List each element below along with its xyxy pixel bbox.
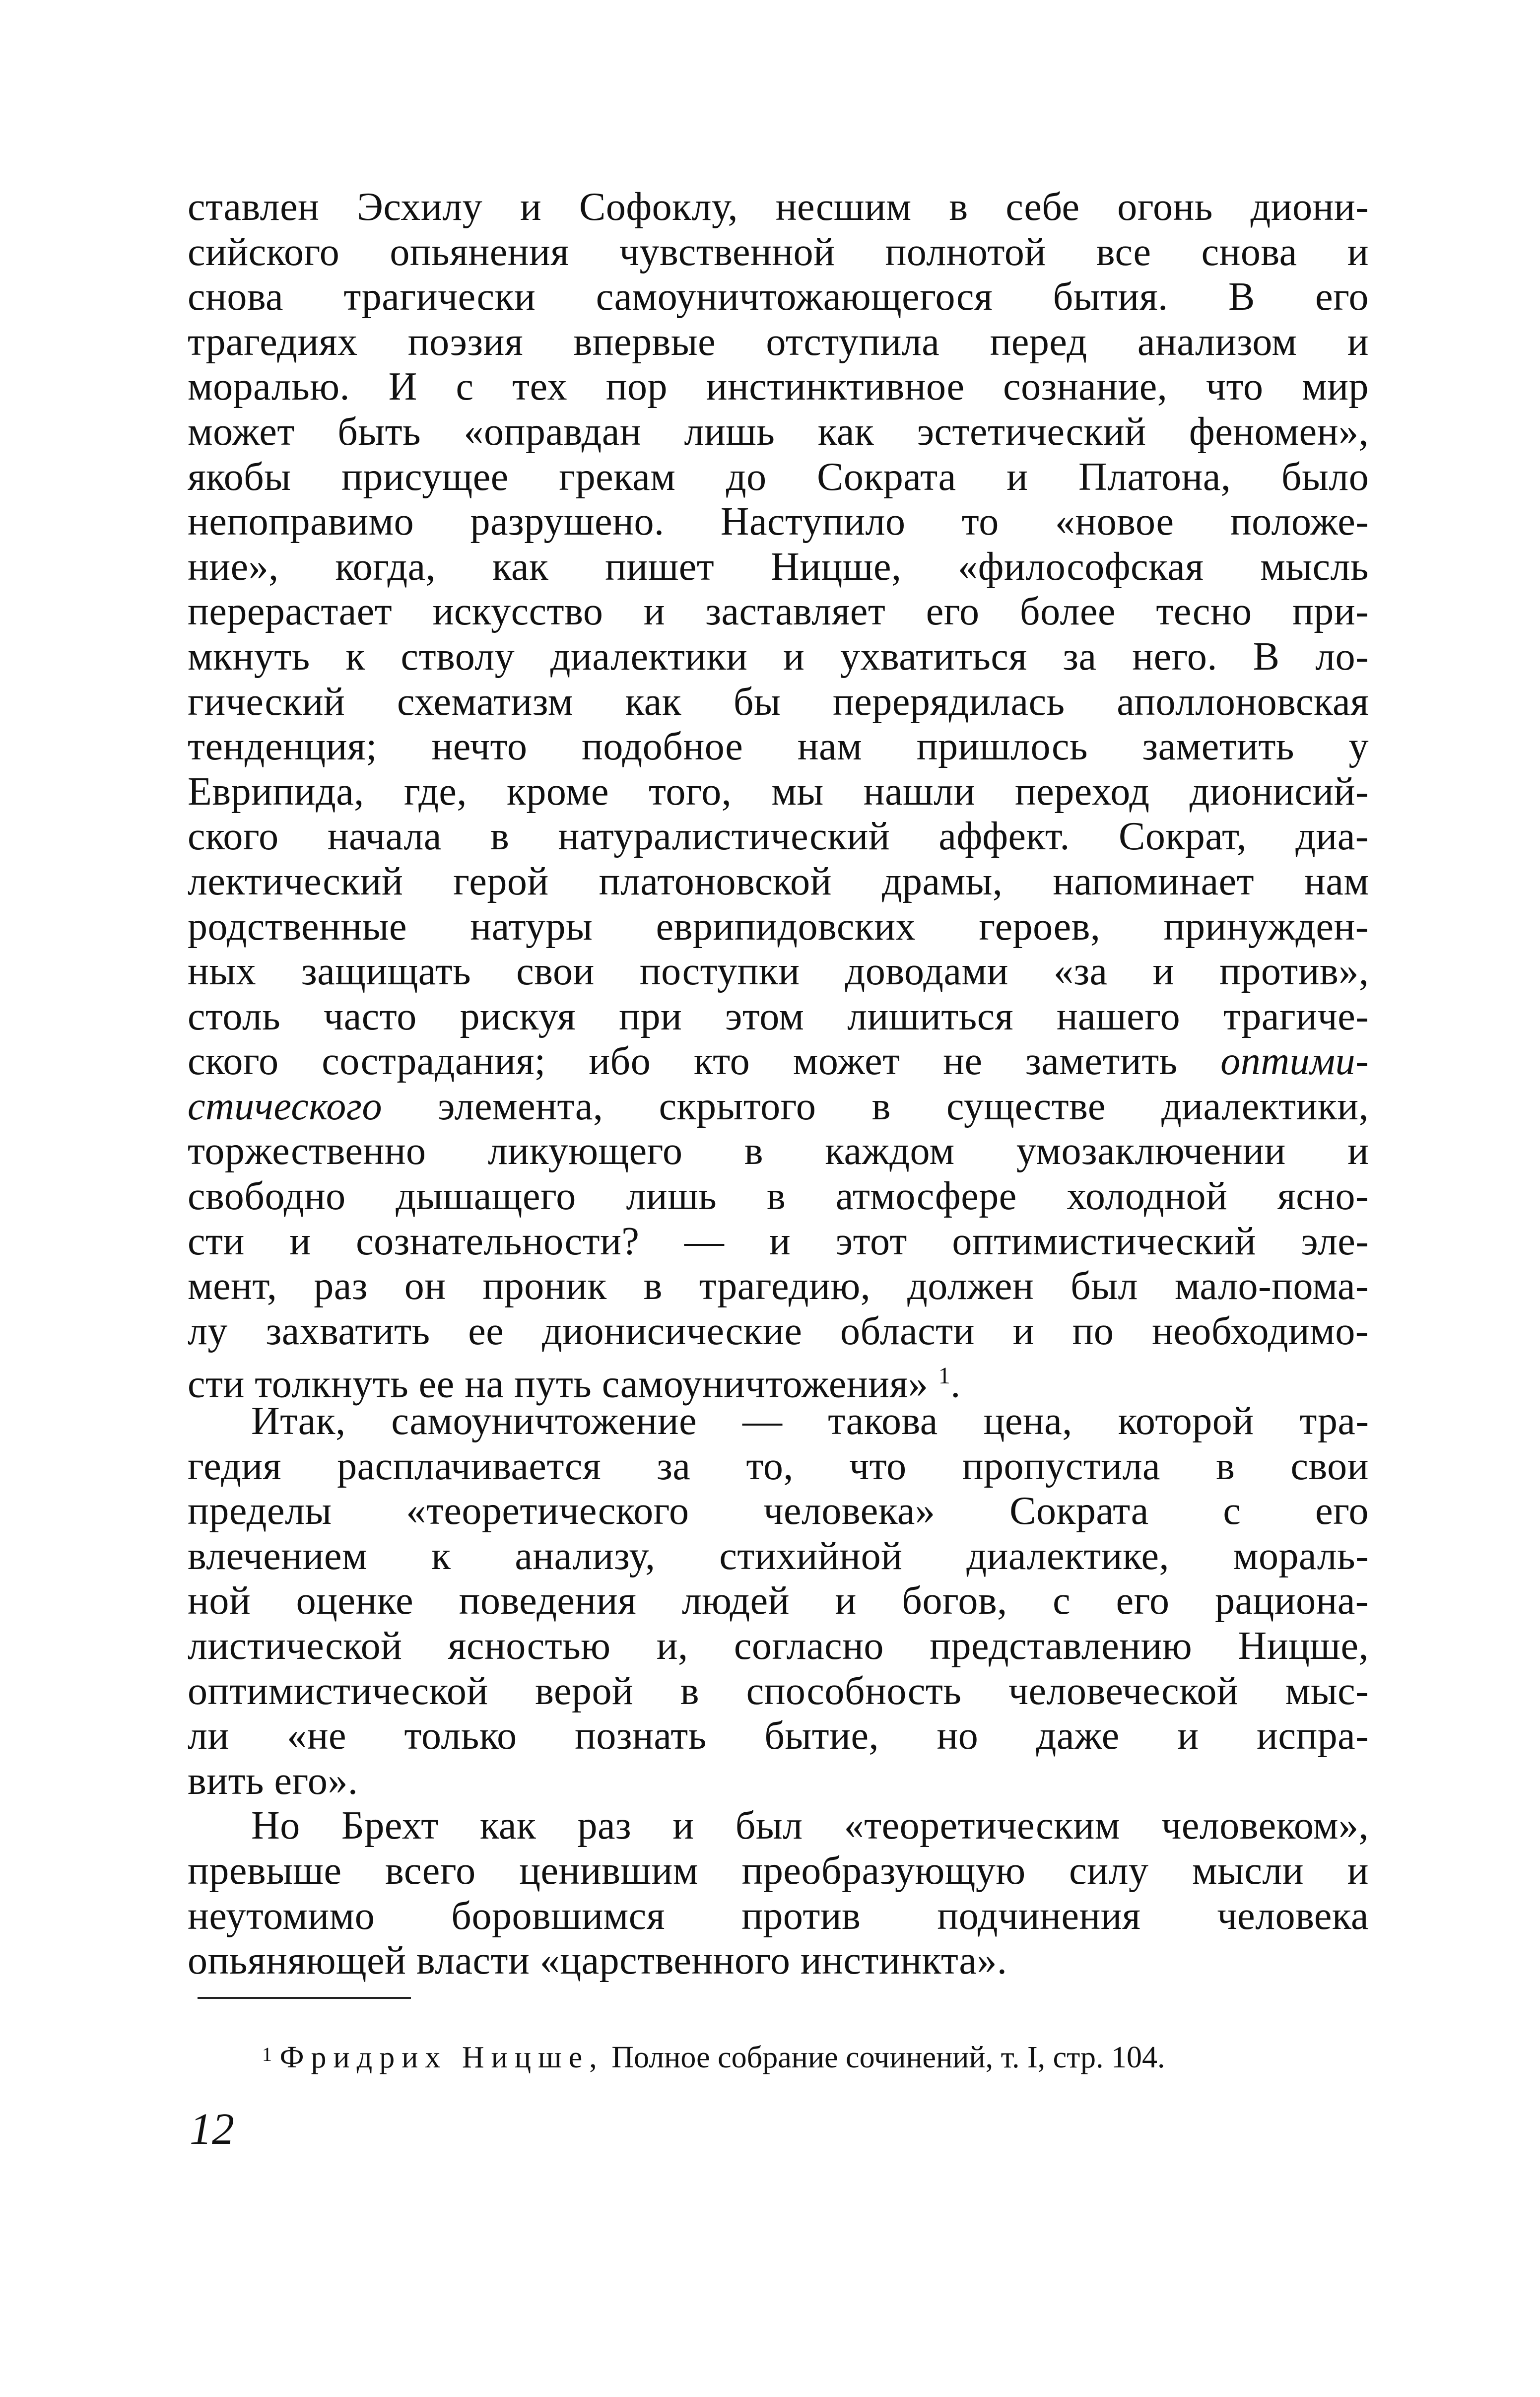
footnote-divider	[198, 1997, 411, 1999]
text-line: лу захватить ее дионисические области и по необходимо-	[188, 1309, 1369, 1353]
text-segment: ского сострадания; ибо кто может не заметить	[188, 1039, 1178, 1084]
text-line-mixed	[188, 1084, 1369, 1129]
footnote-reference: 1	[938, 1363, 951, 1389]
text-line-mixed	[188, 1039, 1369, 1084]
text-line: Но Брехт как раз и был «теоретическим человеком»,	[251, 1804, 1369, 1848]
text-line: неутомимо боровшимся против подчинения человека	[188, 1894, 1369, 1938]
italic-text: стического	[188, 1084, 382, 1128]
text-line: торжественно ликующего в каждом умозаключении и	[188, 1129, 1369, 1173]
text-line-last: вить его».	[188, 1759, 358, 1803]
text-segment: элемента, скрытого в существе диалектики,	[382, 1084, 1369, 1128]
text-line: перерастает искусство и заставляет его более тесно при-	[188, 590, 1369, 634]
page-number: 12	[190, 2105, 234, 2154]
text-line: ние», когда, как пишет Ницше, «философская мысль	[188, 545, 1369, 589]
text-line: ставлен Эсхилу и Софоклу, несшим в себе огонь диони-	[188, 185, 1369, 229]
text-line: сти и сознательности? — и этот оптимистический эле-	[188, 1219, 1369, 1263]
text-line: тенденция; нечто подобное нам пришлось заметить у	[188, 725, 1369, 769]
text-segment: сти толкнуть ее на путь самоуничтожения»	[188, 1363, 929, 1407]
text-line: гический схематизм как бы перерядилась аполлоновская	[188, 680, 1369, 724]
text-line: гедия расплачивается за то, что пропустила в свои	[188, 1444, 1369, 1488]
text-line: якобы присущее грекам до Сократа и Платона, было	[188, 455, 1369, 499]
text-line: моралью. И с тех пор инстинктивное сознание, что мир	[188, 365, 1369, 409]
text-line: Еврипида, где, кроме того, мы нашли переход дионисий-	[188, 769, 1369, 814]
text-line: ского начала в натуралистический аффект. Сократ, диа-	[188, 815, 1369, 859]
text-line: лектический герой платоновской драмы, напоминает нам	[188, 859, 1369, 903]
text-line: превыше всего ценившим преобразующую силу мысли и	[188, 1849, 1369, 1893]
text-line: пределы «теоретического человека» Сократа с его	[188, 1489, 1369, 1533]
text-line: мкнуть к стволу диалектики и ухватиться за него. В ло-	[188, 634, 1369, 679]
text-line-last: опьяняющей власти «царственного инстинкта».	[188, 1939, 1007, 1983]
text-line: столь часто рискуя при этом лишиться нашего трагиче-	[188, 994, 1369, 1038]
text-line: может быть «оправдан лишь как эстетический феномен»,	[188, 410, 1369, 454]
footnote-text: Полное собрание сочинений, т. I, стр. 104.	[603, 2041, 1165, 2074]
text-segment: .	[950, 1363, 961, 1407]
body-text	[188, 185, 1369, 1984]
text-line: листической ясностью и, согласно представлению Ницше,	[188, 1624, 1369, 1668]
text-line: ли «не только познать бытие, но даже и испра-	[188, 1714, 1369, 1758]
text-line: ной оценке поведения людей и богов, с его рациона-	[188, 1579, 1369, 1623]
text-line: Итак, самоуничтожение — такова цена, которой тра-	[251, 1399, 1369, 1443]
text-line: оптимистической верой в способность человеческой мыс-	[188, 1669, 1369, 1713]
text-line: сийского опьянения чувственной полнотой все снова и	[188, 230, 1369, 274]
footnote-author: Фридрих Ницше,	[279, 2041, 604, 2074]
italic-text: оптими-	[1220, 1039, 1369, 1084]
text-line: снова трагически самоуничтожающегося бытия. В его	[188, 275, 1369, 319]
text-line-last	[188, 1354, 1369, 1407]
text-line: ных защищать свои поступки доводами «за и против»,	[188, 950, 1369, 994]
text-line: непоправимо разрушено. Наступило то «новое положе-	[188, 500, 1369, 544]
footnote-marker: 1	[262, 2043, 272, 2065]
text-line: свободно дышащего лишь в атмосфере холодной ясно-	[188, 1174, 1369, 1219]
text-line: трагедиях поэзия впервые отступила перед анализом и	[188, 320, 1369, 364]
footnote	[262, 2038, 1374, 2077]
text-line: мент, раз он проник в трагедию, должен был мало-пома-	[188, 1264, 1369, 1308]
text-line: влечением к анализу, стихийной диалектике, мораль-	[188, 1534, 1369, 1578]
text-line: родственные натуры еврипидовских героев, принужден-	[188, 904, 1369, 949]
